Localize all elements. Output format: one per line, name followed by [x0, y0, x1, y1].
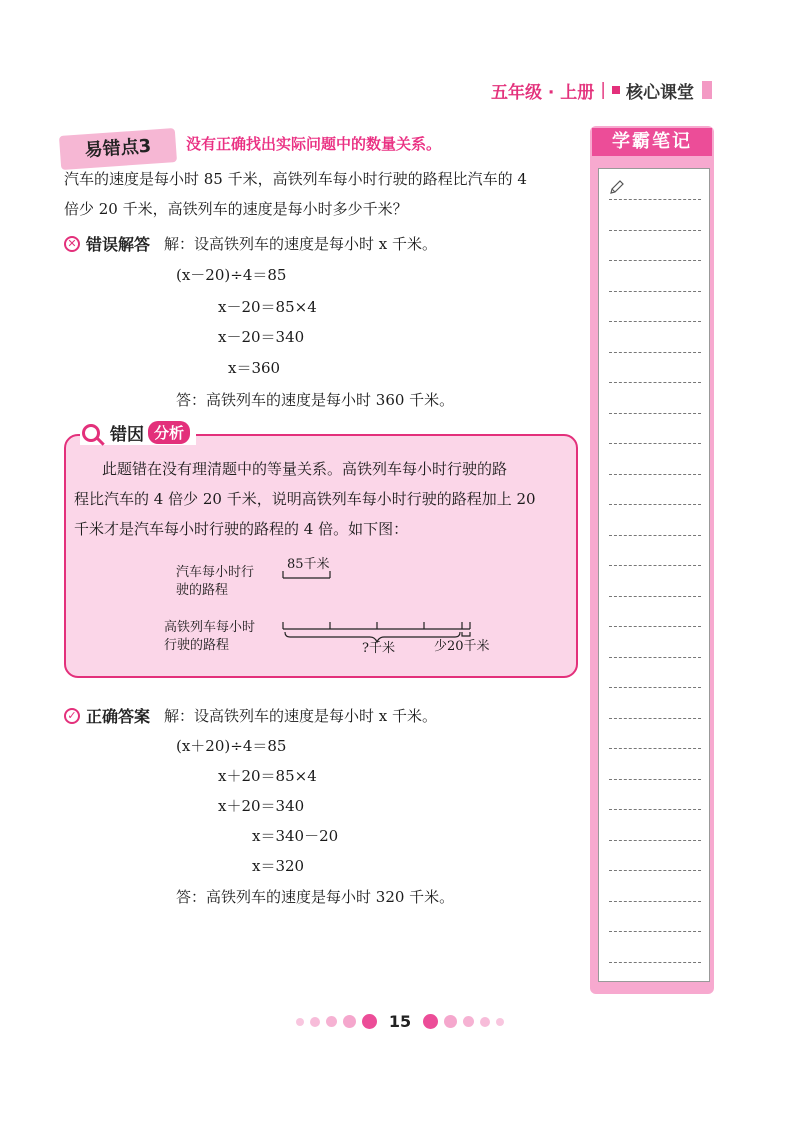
page-number: 15: [388, 1012, 412, 1031]
correct-step-3: x＋20＝340: [218, 797, 305, 815]
correct-label: 正确答案: [86, 707, 151, 726]
problem-line-1: 汽车的速度是每小时 85 千米，高铁列车每小时行驶的路程比汽车的 4: [64, 170, 527, 188]
train-label-line-2: 行驶的路程: [164, 638, 230, 653]
check-icon: ✓: [64, 708, 80, 724]
mistake-tag: 易错点3: [59, 128, 177, 170]
dot-icon: [496, 1018, 504, 1026]
train-less-label: 少20千米: [434, 639, 490, 654]
correct-step-5: x＝320: [252, 857, 305, 875]
analysis-line-2: 程比汽车的 4 倍少 20 千米，说明高铁列车每小时行驶的路程加上 20: [74, 490, 536, 508]
wrong-label: 错误解答: [86, 235, 151, 254]
correct-step-1: (x＋20)÷4＝85: [176, 737, 287, 755]
dot-icon: [423, 1014, 438, 1029]
train-label-line-1: 高铁列车每小时: [164, 620, 256, 635]
train-unknown-label: ?千米: [362, 641, 395, 656]
course-label: 核心课堂: [626, 82, 694, 103]
header-separator: |: [600, 80, 606, 100]
dot-icon: [480, 1017, 490, 1027]
car-label-line-2: 驶的路程: [176, 583, 229, 598]
analysis-line-1: 此题错在没有理清题中的等量关系。高铁列车每小时行驶的路: [102, 460, 508, 478]
dot-icon: [296, 1018, 304, 1026]
correct-step-2: x＋20＝85×4: [218, 767, 317, 785]
correct-answer: 答：高铁列车的速度是每小时 320 千米。: [176, 888, 455, 906]
dot-icon: [343, 1015, 356, 1028]
wrong-step-4: x＝360: [228, 359, 281, 377]
analysis-line-3: 千米才是汽车每小时行驶的路程的 4 倍。如下图：: [74, 520, 409, 538]
dot-icon: [444, 1015, 457, 1028]
car-value-label: 85千米: [287, 557, 330, 572]
correct-intro: 解：设高铁列车的速度是每小时 x 千米。: [164, 706, 438, 725]
notes-title: 学霸笔记: [592, 128, 712, 156]
page-footer: [0, 1012, 800, 1031]
dot-icon: [326, 1016, 337, 1027]
problem-line-2: 倍少 20 千米，高铁列车的速度是每小时多少千米？: [64, 200, 408, 218]
train-brace: [285, 632, 460, 642]
wrong-step-2: x－20＝85×4: [218, 298, 317, 316]
cross-icon: ✕: [64, 236, 80, 252]
correct-step-4: x＝340－20: [252, 827, 339, 845]
correct-solution-header: [64, 704, 437, 727]
analysis-label-b: 分析: [148, 421, 190, 444]
car-label-line-1: 汽车每小时行: [176, 565, 255, 580]
wrong-step-3: x－20＝340: [218, 328, 305, 346]
wrong-intro: 解：设高铁列车的速度是每小时 x 千米。: [164, 234, 438, 253]
mistake-description: 没有正确找出实际问题中的数量关系。: [186, 135, 442, 153]
analysis-label-a: 错因: [110, 425, 144, 445]
wrong-step-1: (x－20)÷4＝85: [176, 266, 287, 284]
wrong-answer: 答：高铁列车的速度是每小时 360 千米。: [176, 391, 455, 409]
dot-icon: [362, 1014, 377, 1029]
dot-icon: [310, 1017, 320, 1027]
grade-label: 五年级 · 上册: [490, 82, 595, 103]
dot-icon: [463, 1016, 474, 1027]
less-bracket: [462, 632, 470, 636]
